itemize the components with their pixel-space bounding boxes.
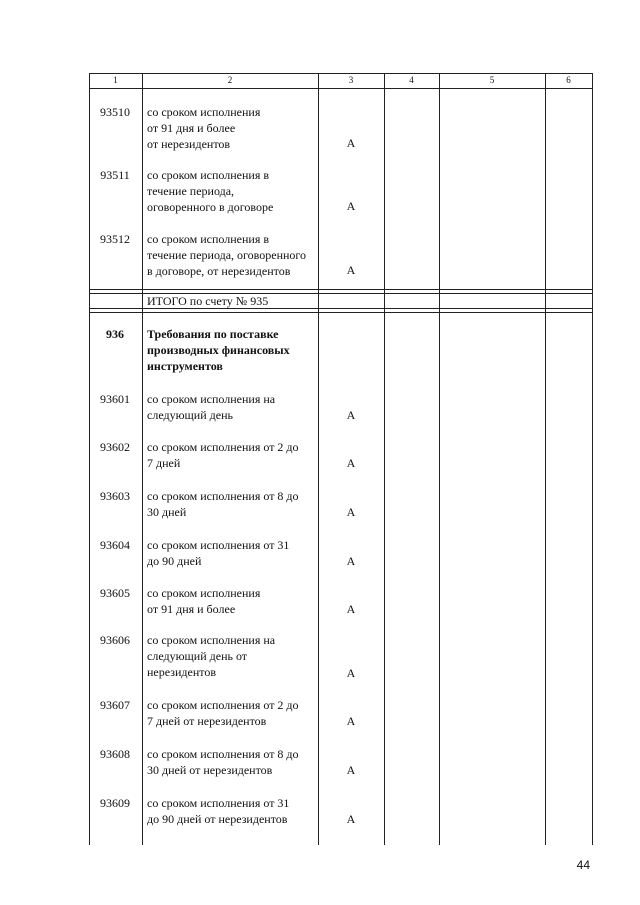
account-description — [147, 439, 315, 471]
category-mark: А — [346, 554, 356, 568]
account-code: 93511 — [100, 168, 130, 182]
account-description — [147, 104, 315, 152]
column-header: 2 — [227, 75, 233, 85]
account-code: 93601 — [100, 392, 130, 406]
row-rule — [89, 312, 592, 313]
account-description — [147, 746, 315, 778]
category-mark: А — [346, 263, 356, 277]
account-description — [147, 795, 315, 827]
account-code: 93607 — [100, 698, 130, 712]
description-line: до 90 дней — [147, 554, 202, 568]
column-header: 1 — [113, 75, 118, 85]
account-description — [147, 585, 315, 617]
row-rule — [89, 88, 592, 89]
description-line: оговоренного в договоре — [147, 200, 274, 214]
description-line: в договоре, от нерезидентов — [147, 264, 291, 278]
account-code: 93602 — [100, 440, 130, 454]
account-code: 936 — [106, 327, 124, 341]
column-header: 6 — [566, 75, 571, 85]
description-line: ИТОГО по счету № 935 — [147, 294, 269, 308]
description-line: со сроком исполнения на — [147, 392, 276, 406]
category-mark: А — [346, 199, 356, 213]
description-line: нерезидентов — [147, 665, 216, 679]
column-rule — [545, 73, 546, 845]
account-description — [147, 537, 315, 569]
description-line: от нерезидентов — [147, 137, 231, 151]
account-code: 93510 — [100, 105, 130, 119]
category-mark: А — [346, 505, 356, 519]
account-description — [147, 167, 315, 215]
category-mark: А — [346, 666, 356, 680]
account-code: 93512 — [100, 232, 130, 246]
description-line: следующий день от — [147, 649, 248, 663]
description-line: от 91 дня и более — [147, 602, 236, 616]
description-line: со сроком исполнения от 2 до — [147, 440, 299, 454]
description-line: 7 дней — [147, 456, 181, 470]
category-mark: А — [346, 456, 356, 470]
account-code: 93604 — [100, 538, 130, 552]
column-header: 4 — [409, 75, 414, 85]
description-line: от 91 дня и более — [147, 121, 236, 135]
description-line: со сроком исполнения от 2 до — [147, 698, 299, 712]
description-line: течение периода, — [147, 184, 235, 198]
description-line: со сроком исполнения от 31 — [147, 538, 290, 552]
category-mark: А — [346, 408, 356, 422]
account-description — [147, 391, 315, 423]
description-line: 7 дней от нерезидентов — [147, 714, 267, 728]
category-mark: А — [346, 714, 356, 728]
column-rule — [439, 73, 440, 845]
description-line: со сроком исполнения от 8 до — [147, 747, 299, 761]
description-line: со сроком исполнения от 8 до — [147, 489, 299, 503]
column-header: 5 — [489, 75, 495, 85]
description-line: Требования по поставке — [147, 327, 279, 341]
description-line: со сроком исполнения в — [147, 168, 270, 182]
account-code: 93603 — [100, 489, 130, 503]
category-mark: А — [346, 812, 356, 826]
description-line: до 90 дней от нерезидентов — [147, 812, 288, 826]
description-line: 30 дней — [147, 505, 187, 519]
account-description — [147, 632, 315, 680]
description-line: течение периода, оговоренного — [147, 248, 307, 262]
account-description — [147, 326, 315, 374]
account-code: 93605 — [100, 586, 130, 600]
description-line: со сроком исполнения — [147, 105, 261, 119]
account-code: 93609 — [100, 796, 130, 810]
account-description — [147, 488, 315, 520]
account-code: 93608 — [100, 747, 130, 761]
category-mark: А — [346, 136, 356, 150]
account-description — [147, 293, 315, 309]
row-rule — [89, 289, 592, 290]
column-rule — [142, 73, 143, 845]
account-code: 93606 — [100, 633, 130, 647]
column-rule — [89, 73, 90, 845]
description-line: со сроком исполнения от 31 — [147, 796, 290, 810]
description-line: со сроком исполнения в — [147, 232, 270, 246]
account-description — [147, 697, 315, 729]
row-rule — [89, 308, 592, 309]
column-rule — [384, 73, 385, 845]
description-line: инструментов — [147, 359, 223, 373]
page-number: 44 — [576, 858, 590, 872]
row-rule — [89, 293, 592, 294]
account-description — [147, 231, 315, 279]
description-line: со сроком исполнения на — [147, 633, 276, 647]
category-mark: А — [346, 602, 356, 616]
description-line: производных финансовых — [147, 343, 290, 357]
description-line: 30 дней от нерезидентов — [147, 763, 273, 777]
description-line: со сроком исполнения — [147, 586, 261, 600]
column-header: 3 — [348, 75, 354, 85]
category-mark: А — [346, 763, 356, 777]
column-rule — [592, 73, 593, 845]
description-line: следующий день — [147, 408, 233, 422]
